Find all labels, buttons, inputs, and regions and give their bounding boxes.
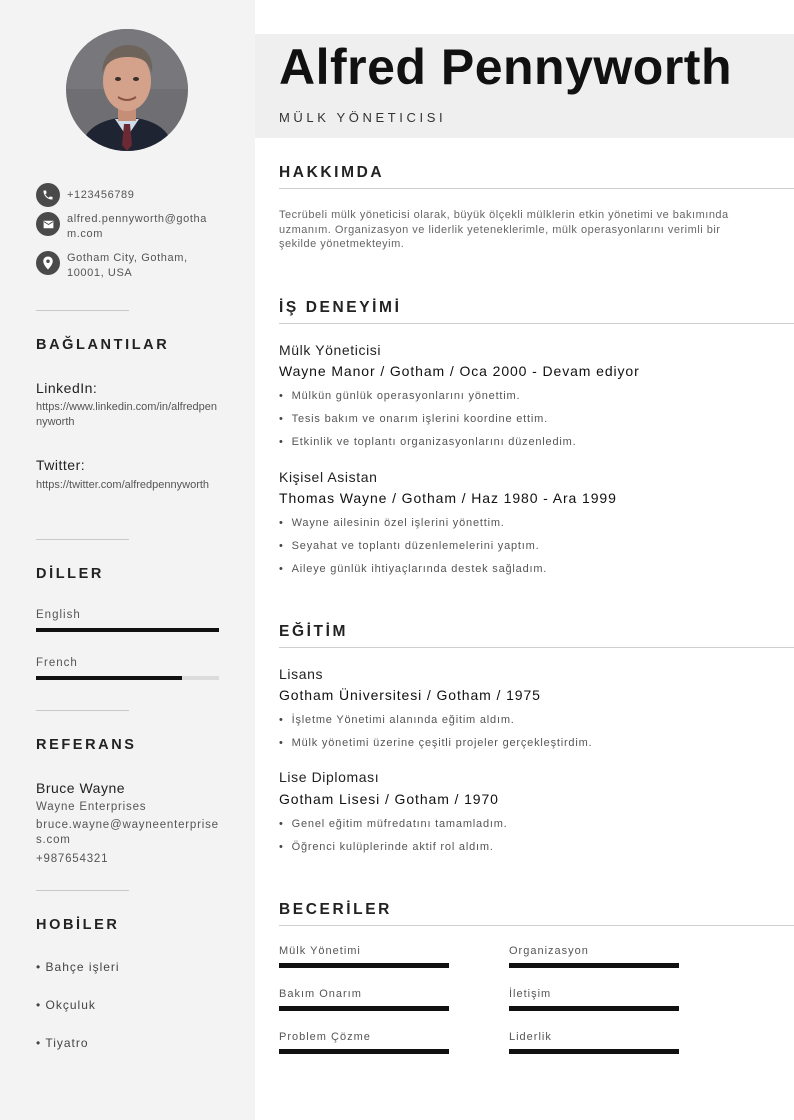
sidebar-divider	[36, 710, 129, 711]
skill-level-bar	[279, 1049, 449, 1054]
language-level-bar	[36, 628, 219, 632]
job-bullet: • Etkinlik ve toplantı organizasyonlarını düzenledim.	[279, 436, 576, 448]
phone-icon	[36, 183, 60, 207]
location-pin-icon	[36, 251, 60, 275]
contact-phone	[36, 183, 217, 207]
reference-email[interactable]: bruce.wayne@wayneenterprises.com	[36, 819, 219, 846]
email-icon	[36, 212, 60, 236]
language-name: French	[36, 657, 78, 669]
education-bullet: • İşletme Yönetimi alanında eğitim aldım.	[279, 714, 515, 726]
about-text: Tecrübeli mülk yöneticisi olarak, büyük ölçekli mülklerin etkin yönetimi ve bakımında uzmanım. Organizasyon ve liderlik yeteneklerimle, mülk operasyonlarını verimli bir şekilde yönetmekteyim.	[279, 209, 729, 250]
job-bullet: • Mülkün günlük operasyonlarını yönettim.	[279, 390, 520, 402]
skill-name: Liderlik	[509, 1031, 552, 1043]
hobbies-heading: HOBİLER	[36, 917, 120, 933]
section-rule	[279, 188, 794, 189]
contact-email	[36, 212, 217, 242]
job-title: MÜLK YÖNETICISI	[279, 110, 447, 125]
contact-address	[36, 251, 207, 281]
skill-level-bar	[509, 1006, 679, 1011]
section-rule	[279, 925, 794, 926]
skill-level-bar	[509, 963, 679, 968]
contact-phone-text: +123456789	[67, 189, 135, 201]
sidebar-divider	[36, 310, 129, 311]
job-role: Mülk Yöneticisi	[279, 342, 382, 358]
twitter-link[interactable]: https://twitter.com/alfredpennyworth	[36, 479, 210, 491]
languages-heading: DİLLER	[36, 566, 104, 582]
reference-name: Bruce Wayne	[36, 780, 126, 796]
skill-name: Organizasyon	[509, 945, 589, 957]
contact-email-text[interactable]: alfred.pennyworth@gotham.com	[67, 213, 207, 240]
job-bullet: • Aileye günlük ihtiyaçlarında destek sağladım.	[279, 563, 547, 575]
twitter-label: Twitter:	[36, 457, 86, 473]
skills-heading: BECERİLER	[279, 901, 392, 918]
job-role: Kişisel Asistan	[279, 469, 378, 485]
linkedin-label: LinkedIn:	[36, 380, 98, 396]
about-heading: HAKKIMDA	[279, 164, 385, 181]
skill-name: İletişim	[509, 988, 552, 1000]
job-org: Wayne Manor / Gotham / Oca 2000 - Devam ediyor	[279, 363, 640, 379]
reference-phone: +987654321	[36, 853, 109, 865]
hobby-label: Tiyatro	[45, 1036, 89, 1050]
skill-level-bar	[279, 963, 449, 968]
education-bullet: • Öğrenci kulüplerinde aktif rol aldım.	[279, 841, 494, 853]
skill-name: Problem Çözme	[279, 1031, 371, 1043]
profile-photo	[66, 29, 188, 151]
school-info: Gotham Üniversitesi / Gotham / 1975	[279, 687, 541, 703]
hobby-label: Bahçe işleri	[45, 960, 120, 974]
hobby-item: • Tiyatro	[36, 1036, 89, 1050]
reference-heading: REFERANS	[36, 737, 137, 753]
education-bullet: • Mülk yönetimi üzerine çeşitli projeler gerçekleştirdim.	[279, 737, 592, 749]
links-heading: BAĞLANTILAR	[36, 337, 170, 353]
sidebar-divider	[36, 890, 129, 891]
reference-company: Wayne Enterprises	[36, 801, 147, 813]
education-bullet: • Genel eğitim müfredatını tamamladım.	[279, 818, 508, 830]
language-name: English	[36, 609, 81, 621]
job-bullet: • Tesis bakım ve onarım işlerini koordine ettim.	[279, 413, 548, 425]
hobby-item: • Okçuluk	[36, 998, 96, 1012]
section-rule	[279, 647, 794, 648]
education-heading: EĞİTİM	[279, 623, 348, 640]
language-level-bar	[36, 676, 219, 680]
experience-heading: İŞ DENEYİMİ	[279, 299, 402, 316]
job-bullet: • Wayne ailesinin özel işlerini yönettim.	[279, 517, 505, 529]
hobby-item: • Bahçe işleri	[36, 960, 120, 974]
school-info: Gotham Lisesi / Gotham / 1970	[279, 791, 499, 807]
degree-title: Lisans	[279, 666, 324, 682]
job-bullet: • Seyahat ve toplantı düzenlemelerini yaptım.	[279, 540, 539, 552]
person-name: Alfred Pennyworth	[279, 39, 732, 95]
sidebar	[0, 0, 255, 1120]
skill-level-bar	[509, 1049, 679, 1054]
linkedin-link[interactable]: https://www.linkedin.com/in/alfredpennyworth	[36, 401, 217, 428]
skill-name: Mülk Yönetimi	[279, 945, 361, 957]
skill-name: Bakım Onarım	[279, 988, 362, 1000]
job-org: Thomas Wayne / Gotham / Haz 1980 - Ara 1999	[279, 490, 617, 506]
section-rule	[279, 323, 794, 324]
skill-level-bar	[279, 1006, 449, 1011]
sidebar-divider	[36, 539, 129, 540]
contact-address-text: Gotham City, Gotham, 10001, USA	[67, 252, 188, 279]
degree-title: Lise Diploması	[279, 769, 380, 785]
hobby-label: Okçuluk	[45, 998, 96, 1012]
